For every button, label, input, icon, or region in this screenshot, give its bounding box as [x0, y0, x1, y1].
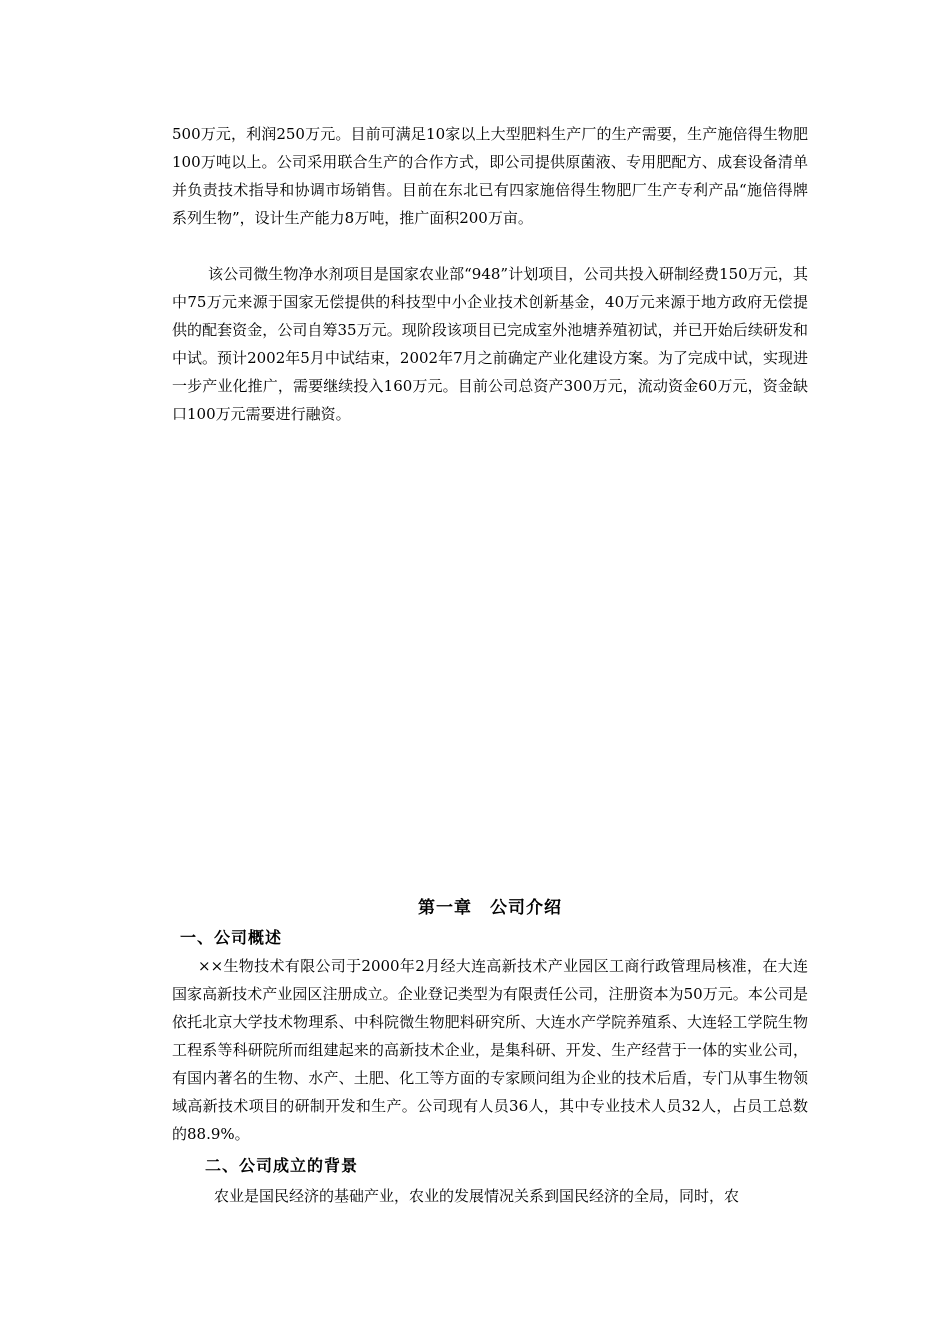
body-paragraph-fertilizer-production: 500万元，利润250万元。目前可满足10家以上大型肥料生产厂的生产需要，生产施倍得生物肥100万吨以上。公司采用联合生产的合作方式，即公司提供原菌液、专用肥配方、成套设备清单并负责技术指导和协调市场销售。目前在东北已有四家施倍得生物肥厂生产专利产品“施倍得牌系列生物”，设计生产能力8万吨，推广面积200万亩。 [172, 125, 808, 227]
body-paragraph-water-purifier-project: 该公司微生物净水剂项目是国家农业部“948”计划项目，公司共投入研制经费150万元，其中75万元来源于国家无偿提供的科技型中小企业技术创新基金，40万元来源于地方政府无偿提供的配套资金，公司自筹35万元。现阶段该项目已完成室外池塘养殖初试，并已开始后续研发和中试。预计2002年5月中试结束，2002年7月之前确定产业化建设方案。为了完成中试，实现进一步产业化推广，需要继续投入160万元。目前公司总资产300万元，流动资金60万元，资金缺口100万元需要进行融资。 [172, 265, 808, 423]
body-paragraph-company-background: 农业是国民经济的基础产业，农业的发展情况关系到国民经济的全局，同时，农 [214, 1187, 740, 1205]
body-paragraph-company-overview: ××生物技术有限公司于2000年2月经大连高新技术产业园区工商行政管理局核准，在大连国家高新技术产业园区注册成立。企业登记类型为有限责任公司，注册资本为50万元。本公司是依托北京大学技术物理系、中科院微生物肥料研究所、大连水产学院养殖系、大连轻工学院生物工程系等科研院所而组建起来的高新技术企业，是集科研、开发、生产经营于一体的实业公司，有国内著名的生物、水产、土肥、化工等方面的专家顾问组为企业的技术后盾，专门从事生物领域高新技术项目的研制开发和生产。公司现有人员36人，其中专业技术人员32人，占员工总数的88.9%。 [172, 957, 808, 1143]
section-heading-company-overview: 一、公司概述 [180, 928, 283, 947]
section-heading-company-background: 二、公司成立的背景 [205, 1156, 359, 1175]
chapter-title: 第一章 公司介绍 [418, 898, 562, 918]
